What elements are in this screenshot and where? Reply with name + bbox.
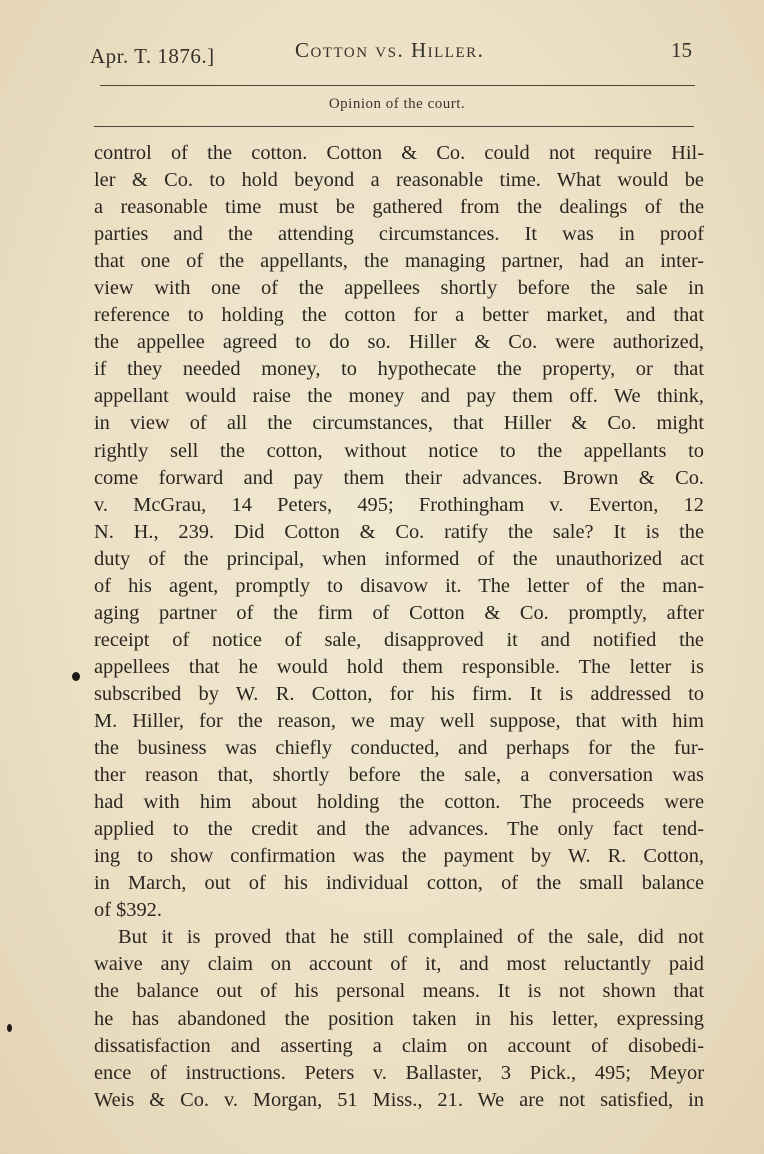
header-rule-top xyxy=(100,85,695,86)
running-header xyxy=(90,38,700,72)
text-line: dissatisfaction and asserting a claim on account of disobedi- xyxy=(94,1034,704,1057)
ink-blot-mark xyxy=(7,1024,12,1032)
text-line: M. Hiller, for the reason, we may well suppose, that with him xyxy=(94,709,704,732)
text-line: that one of the appellants, the managing partner, had an inter- xyxy=(94,250,704,273)
text-line: come forward and pay them their advances. Brown & Co. xyxy=(94,466,704,489)
text-line: appellees that he would hold them responsible. The letter is xyxy=(94,655,704,678)
text-line: of his agent, promptly to disavow it. The letter of the man- xyxy=(94,574,704,597)
text-line: ther reason that, shortly before the sale, a conversation was xyxy=(94,764,704,787)
subheading-text: Opinion of the court. xyxy=(328,96,466,112)
header-rule-bottom xyxy=(94,126,694,127)
text-line: ence of instructions. Peters v. Ballaster, 3 Pick., 495; Meyor xyxy=(94,1061,704,1084)
text-line: reference to holding the cotton for a better market, and that xyxy=(94,304,704,327)
text-line: in view of all the circumstances, that Hiller & Co. might xyxy=(94,412,704,435)
text-line: the business was chiefly conducted, and perhaps for the fur- xyxy=(94,737,704,760)
text-line: appellant would raise the money and pay them off. We think, xyxy=(94,385,704,408)
text-line: ing to show confirmation was the payment by W. R. Cotton, xyxy=(94,845,704,868)
text-line: a reasonable time must be gathered from the dealings of the xyxy=(94,196,704,219)
term-date: Apr. T. 1876.] xyxy=(90,44,215,68)
text-line: the appellee agreed to do so. Hiller & Co. were authorized, xyxy=(94,331,704,354)
text-line: aging partner of the firm of Cotton & Co. promptly, after xyxy=(94,601,704,624)
section-subheading xyxy=(0,96,764,113)
text-line: parties and the attending circumstances. It was in proof xyxy=(94,223,704,246)
text-line: view with one of the appellees shortly before the sale in xyxy=(94,277,704,300)
text-line: subscribed by W. R. Cotton, for his firm. It is addressed to xyxy=(94,682,704,705)
text-line: applied to the credit and the advances. The only fact tend- xyxy=(94,818,704,841)
text-line: N. H., 239. Did Cotton & Co. ratify the sale? It is the xyxy=(94,520,704,543)
text-line: the balance out of his personal means. It is not shown that xyxy=(94,980,704,1003)
page-number: 15 xyxy=(671,38,692,62)
text-line: control of the cotton. Cotton & Co. could not require Hil- xyxy=(94,142,704,164)
text-line: Weis & Co. v. Morgan, 51 Miss., 21. We are not satisfied, in xyxy=(94,1088,704,1111)
text-line: ler & Co. to hold beyond a reasonable time. What would be xyxy=(94,169,704,192)
text-line: v. McGrau, 14 Peters, 495; Frothingham v. Everton, 12 xyxy=(94,493,704,516)
text-line: receipt of notice of sale, disapproved it and notified the xyxy=(94,628,704,651)
text-line: of $392. xyxy=(94,899,162,922)
text-line: in March, out of his individual cotton, of the small balance xyxy=(94,872,704,895)
text-line: if they needed money, to hypothecate the property, or that xyxy=(94,358,704,381)
text-line: waive any claim on account of it, and most reluctantly paid xyxy=(94,953,704,976)
text-line: he has abandoned the position taken in his letter, expressing xyxy=(94,1007,704,1030)
text-line: duty of the principal, when informed of the unauthorized act xyxy=(94,547,704,570)
text-line: rightly sell the cotton, without notice to the appellants to xyxy=(94,439,704,462)
text-line: But it is proved that he still complained of the sale, did not xyxy=(118,926,704,949)
case-title: Cotton vs. Hiller. xyxy=(295,38,485,62)
ink-blot-mark xyxy=(72,672,80,681)
opinion-text xyxy=(94,140,704,1114)
text-line: had with him about holding the cotton. The proceeds were xyxy=(94,791,704,814)
